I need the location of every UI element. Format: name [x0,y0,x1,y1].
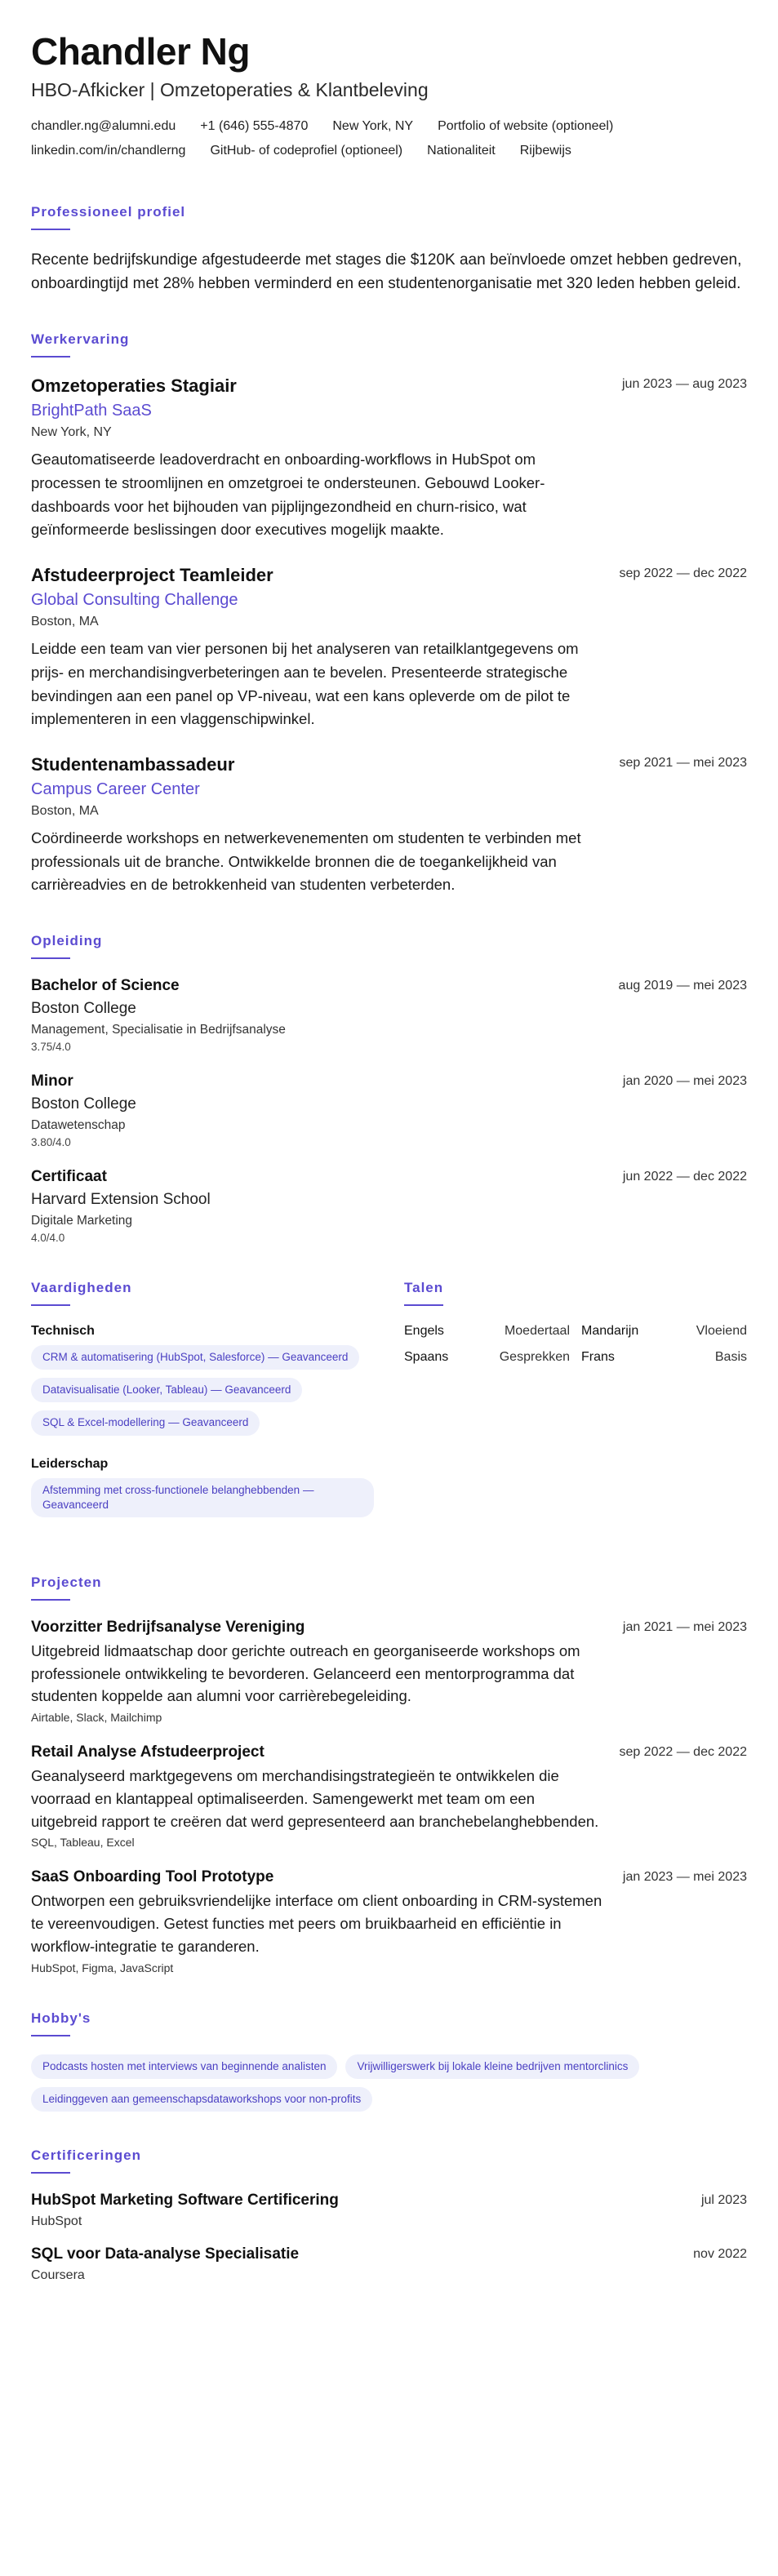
school: Harvard Extension School [31,1190,211,1208]
skills-column [31,1280,374,1539]
project-tools: SQL, Tableau, Excel [31,1836,135,1850]
skill-category: Technisch [31,1323,95,1338]
job-title: Omzetoperaties Stagiair [31,375,237,397]
education-item [31,1073,747,1148]
education-item [31,1168,747,1244]
degree: Bachelor of Science [31,976,180,994]
employer: BrightPath SaaS [31,402,152,420]
education-dates: jun 2022 — dec 2022 [622,1169,747,1184]
language-name: Spaans [404,1349,449,1364]
profile-section [31,204,747,296]
job-location: Boston, MA [31,615,99,629]
skill-chips [31,1478,374,1517]
profile-summary: Recente bedrijfskundige afgestudeerde met stages die $120K aan beïnvloede omzet hebben gedreven, onboardingtijd met 28% hebben verminderd en een studentenorganisatie met 320 leden hebben geleid. [31,251,742,293]
language-level: Moedertaal [504,1323,570,1338]
certification-item [31,2192,747,2229]
skill-chips [31,1345,374,1436]
school: Boston College [31,1095,136,1113]
language-level: Gesprekken [499,1349,570,1364]
employer: Campus Career Center [31,779,200,798]
project-tools: HubSpot, Figma, JavaScript [31,1961,174,1974]
skills-languages-section [31,1280,747,1539]
gpa: 3.75/4.0 [31,1040,71,1053]
section-title: Werkervaring [31,331,130,348]
experience-item [31,565,747,731]
project-title: Retail Analyse Afstudeerproject [31,1743,265,1761]
section-title: Hobby's [31,2010,91,2026]
section-title: Talen [404,1279,444,1295]
skill-chip: SQL & Excel-modellering — Geavanceerd [31,1410,260,1435]
job-dates: sep 2022 — dec 2022 [619,566,747,581]
contact-info [31,119,747,168]
degree: Certificaat [31,1167,107,1185]
field-of-study: Datawetenschap [31,1117,126,1132]
job-description: Coördineerde workshops en netwerkevenementen om studenten te verbinden met professionals uit de branche. Ontwikkelde bronnen die de toegankelijkheid van carrièreadvies en de betrokkenheid van studenten verbeterden. [31,828,581,894]
skill-chip: Afstemming met cross-functionele belanghebbenden — Geavanceerd [31,1478,374,1517]
section-title: Certificeringen [31,2147,141,2164]
employer: Global Consulting Challenge [31,591,238,610]
project-description: Geanalyseerd marktgegevens om merchandisingstrategieën te ontwikkelen die voorraad en klantappeal optimaliseerden. Samengewerkt met team om een uitgebreid rapport te creëren dat werd gepresenteerd aan branchebelanghebbenden. [31,1767,599,1830]
contact-portfolio[interactable]: Portfolio of website (optioneel) [438,118,614,133]
gpa: 4.0/4.0 [31,1231,65,1244]
certification-item [31,2245,747,2283]
section-divider [31,1599,70,1601]
section-divider [31,356,70,358]
contact-nationality: Nationaliteit [427,143,496,158]
project-dates: jan 2023 — mei 2023 [622,1870,747,1885]
contact-location: New York, NY [332,118,414,133]
experience-section [31,331,747,896]
section-divider [31,957,70,959]
section-title: Opleiding [31,932,103,948]
skill-chip: CRM & automatisering (HubSpot, Salesforce) — Geavanceerd [31,1345,359,1370]
languages-column [404,1280,747,1539]
language-item [404,1350,570,1365]
contact-github[interactable]: GitHub- of codeprofiel (optioneel) [210,143,403,158]
certification-title: SQL voor Data-analyse Specialisatie [31,2245,300,2263]
language-item [581,1350,747,1365]
hobbies-section [31,2010,747,2112]
project-title: Voorzitter Bedrijfsanalyse Vereniging [31,1618,305,1636]
job-location: New York, NY [31,425,112,440]
project-description: Ontworpen een gebruiksvriendelijke interface om client onboarding in CRM-systemen te vereenvoudigen. Getest functies met peers om bruikbaarheid en efficiëntie in workflow-integratie te garanderen. [31,1892,602,1955]
section-title: Projecten [31,1574,102,1590]
job-dates: jun 2023 — aug 2023 [621,377,747,392]
job-location: Boston, MA [31,803,99,818]
education-dates: jan 2020 — mei 2023 [622,1073,747,1088]
contact-phone[interactable]: +1 (646) 555-4870 [200,118,309,133]
section-divider [404,1304,443,1306]
candidate-name: Chandler Ng [31,30,250,73]
language-level: Basis [714,1349,747,1364]
degree: Minor [31,1072,73,1090]
language-list [404,1324,747,1376]
contact-license: Rijbewijs [519,143,571,158]
certification-title: HubSpot Marketing Software Certificering [31,2192,339,2210]
experience-item [31,754,747,897]
language-item [404,1324,570,1339]
section-divider [31,2035,70,2036]
skill-category: Leiderschap [31,1456,109,1471]
hobby-chip: Leidinggeven aan gemeenschapsdataworkshops voor non-profits [31,2087,372,2112]
hobby-chips [31,2054,747,2112]
experience-item [31,375,747,542]
field-of-study: Management, Specialisatie in Bedrijfsanalyse [31,1022,286,1037]
project-dates: jan 2021 — mei 2023 [622,1619,747,1634]
certification-issuer: Coursera [31,2268,85,2283]
job-title: Afstudeerproject Teamleider [31,565,273,586]
job-description: Leidde een team van vier personen bij het analyseren van retailklantgegevens om prijs- en merchandisingverbeteringen aan te bevelen. Presenteerde strategische bevindingen aan een panel op VP-niveau, wat een kans opleverde om de pilot te implementeren in een vlaggenschipwinkel. [31,640,579,728]
certifications-section [31,2147,747,2283]
education-section [31,933,747,1244]
certification-issuer: HubSpot [31,2214,82,2229]
section-title: Professioneel profiel [31,203,186,220]
hobby-chip: Podcasts hosten met interviews van beginnende analisten [31,2054,337,2079]
job-dates: sep 2021 — mei 2023 [619,755,747,770]
certification-date: nov 2022 [693,2247,747,2262]
school: Boston College [31,999,136,1017]
language-level: Vloeiend [696,1323,747,1338]
project-description: Uitgebreid lidmaatschap door gerichte outreach en georganiseerde workshops om professionele ontwikkeling te bevorderen. Gelanceerd een mentorprogramma dat studenten koppelde aan alumni voor carrièrebegeleiding. [31,1641,580,1705]
project-item [31,1619,747,1724]
project-item [31,1868,747,1974]
language-name: Mandarijn [581,1323,639,1338]
gpa: 3.80/4.0 [31,1135,71,1148]
job-description: Geautomatiseerde leadoverdracht en onboarding-workflows in HubSpot om processen te stroomlijnen en omzetgroei te ondersteunen. Gebouwd Looker-dashboards voor het bijhouden van pijplijngezondheid en churn-risico, wat geïnformeerde beslissingen door executives mogelijk maakte. [31,451,545,539]
education-dates: aug 2019 — mei 2023 [618,978,747,993]
headline: HBO-Afkicker | Omzetoperaties & Klantbeleving [31,78,429,100]
skill-chip: Datavisualisatie (Looker, Tableau) — Geavanceerd [31,1378,302,1402]
projects-section [31,1574,747,1974]
project-tools: Airtable, Slack, Mailchimp [31,1711,162,1725]
project-dates: sep 2022 — dec 2022 [619,1745,747,1760]
section-divider [31,1304,70,1306]
project-title: SaaS Onboarding Tool Prototype [31,1868,274,1886]
job-title: Studentenambassadeur [31,753,235,775]
contact-email[interactable]: chandler.ng@alumni.edu [31,118,176,133]
language-item [581,1324,747,1339]
hobby-chip: Vrijwilligerswerk bij lokale kleine bedrijven mentorclinics [345,2054,639,2079]
language-name: Engels [404,1323,444,1338]
language-name: Frans [581,1349,615,1364]
education-item [31,977,747,1053]
section-divider [31,2172,70,2174]
certification-date: jul 2023 [700,2193,747,2208]
resume-header [31,31,747,168]
section-title: Vaardigheden [31,1279,132,1295]
project-item [31,1743,747,1849]
section-divider [31,229,70,230]
field-of-study: Digitale Marketing [31,1213,133,1228]
contact-linkedin[interactable]: linkedin.com/in/chandlerng [31,143,186,158]
